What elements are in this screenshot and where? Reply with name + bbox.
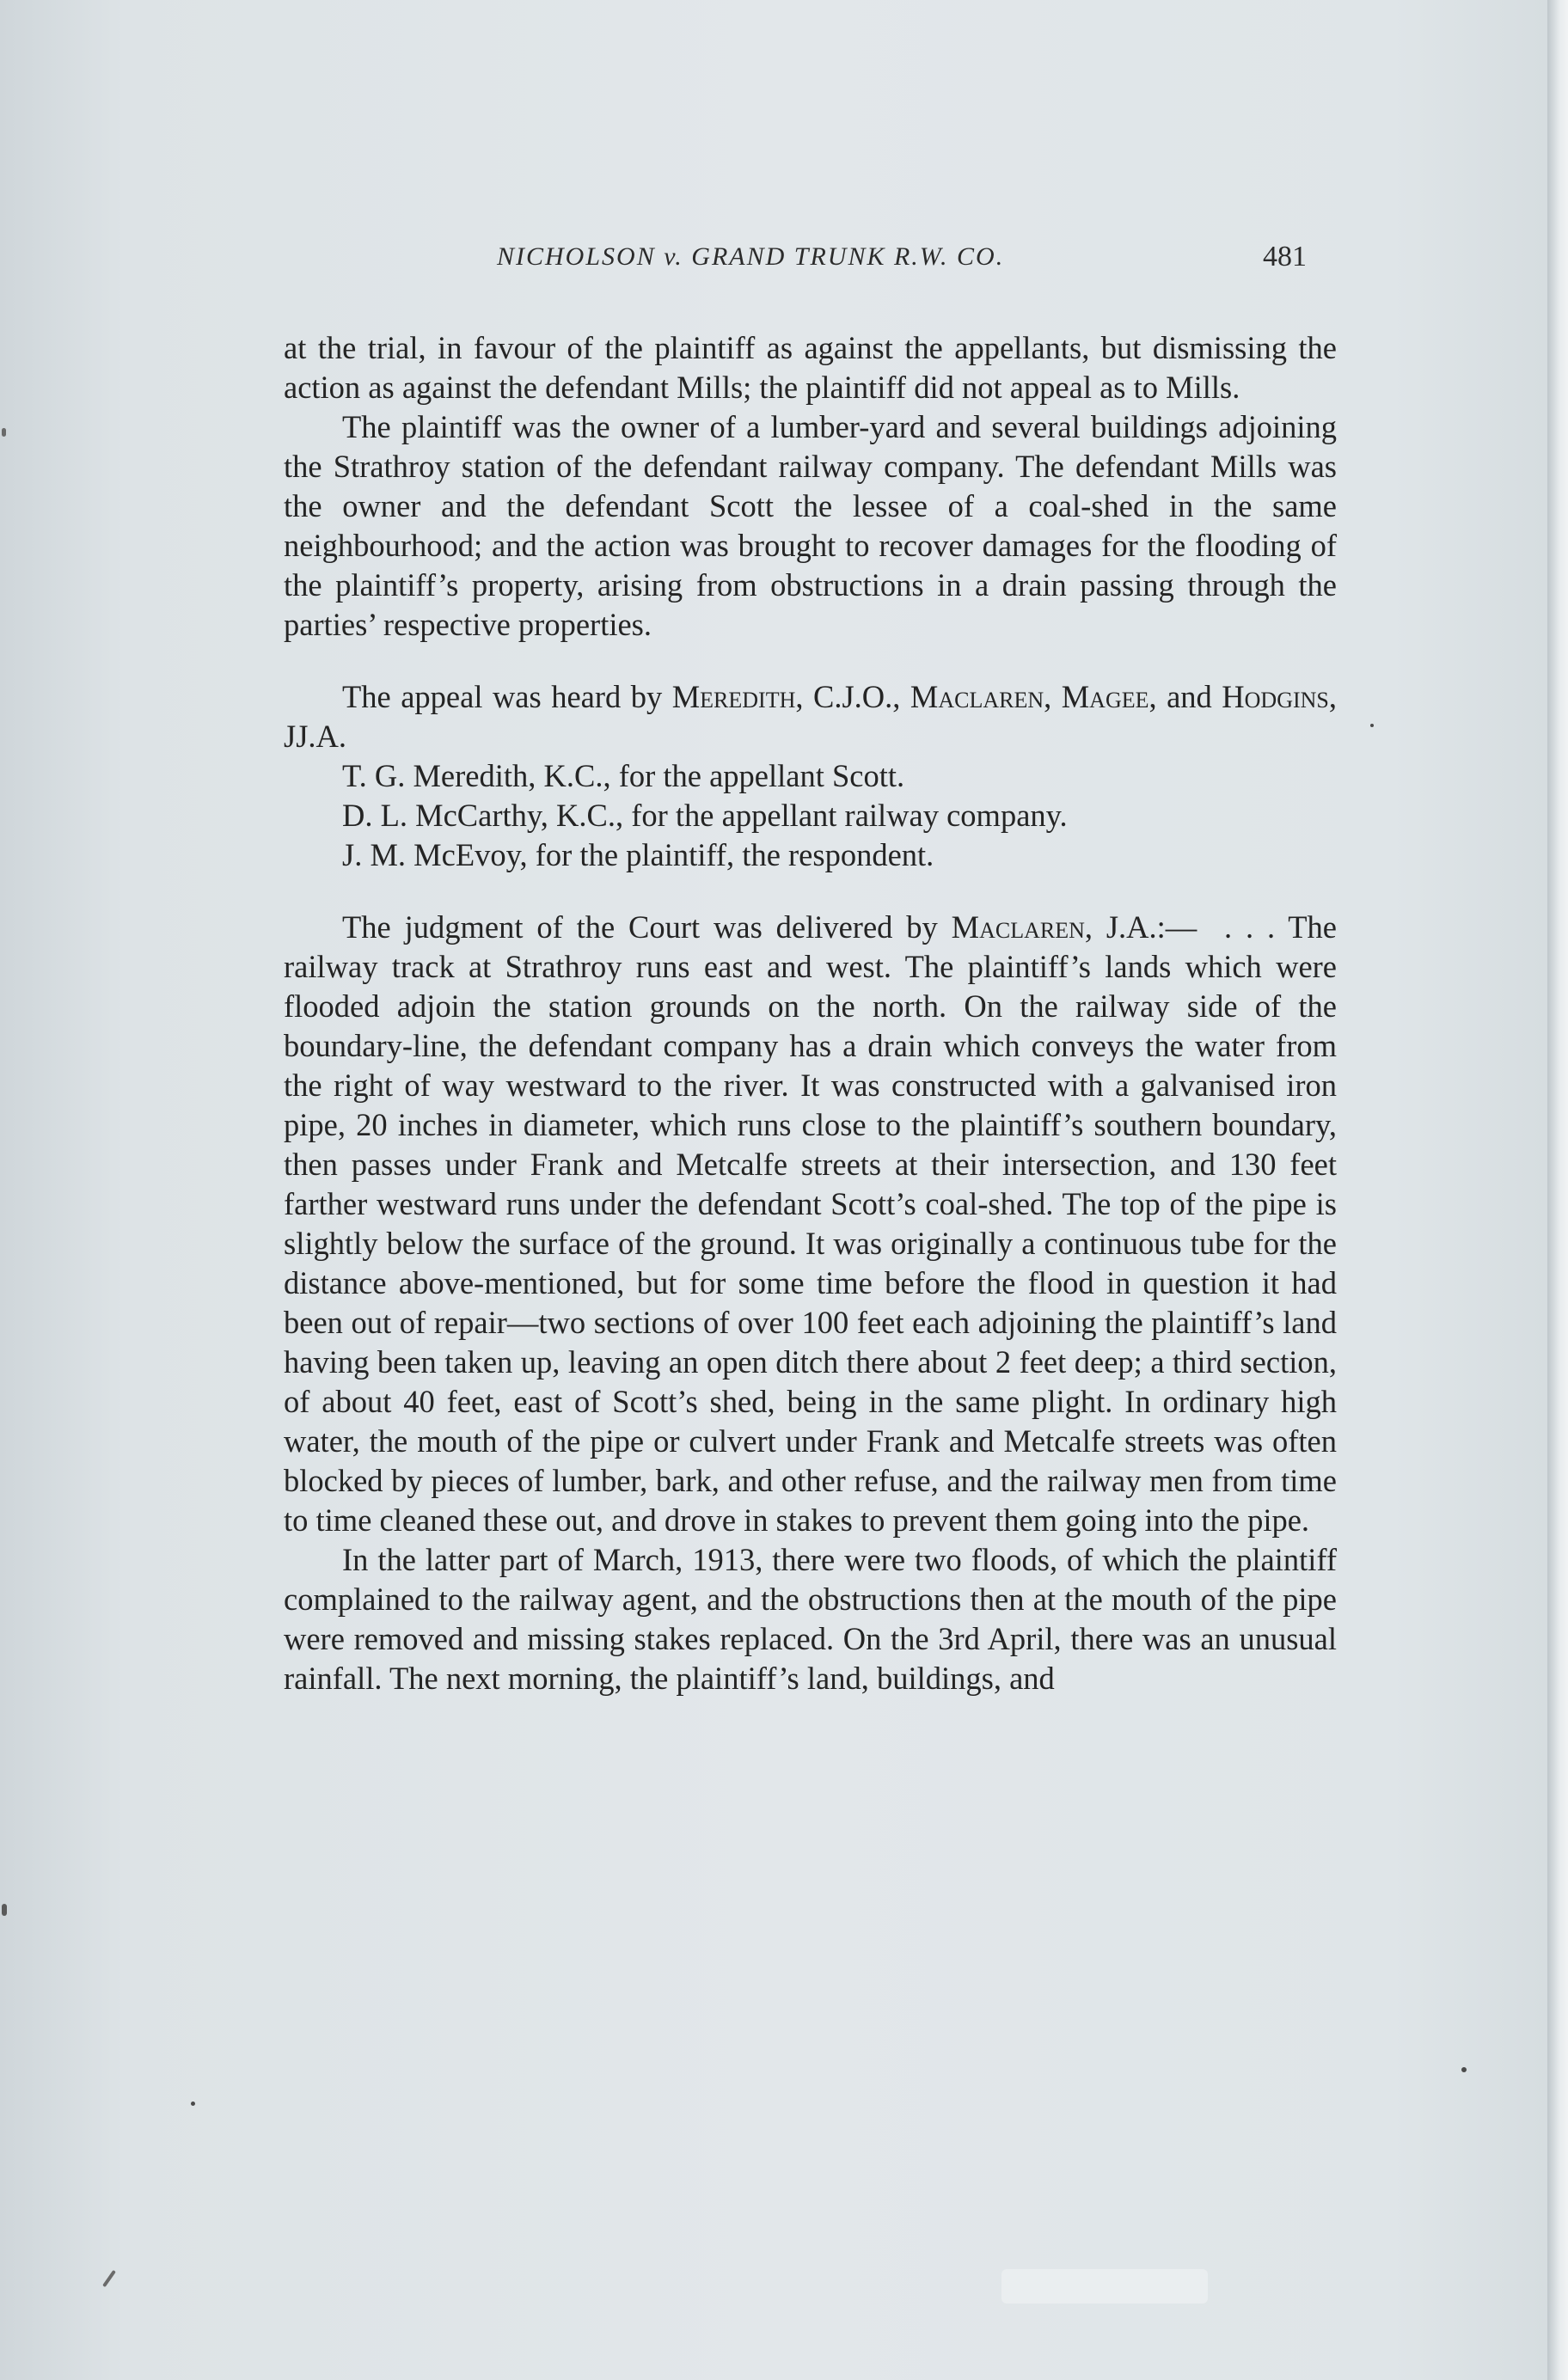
appeal-text-2: , <box>1044 679 1062 714</box>
judge-maclaren: Maclaren <box>910 679 1044 714</box>
paragraph-appeal-heard <box>284 677 1337 756</box>
judgment-text: , J.A.:— . . . The railway track at Strathroy runs east and west. The plaintiff’s lands which were flooded adjoin the station grounds on the north. On the railway side of the boundary-line, the defendant company has a drain which conveys the water from the right of way westward to the river. It was constructed with a galvanised iron pipe, 20 inches in diameter, which runs close to the plaintiff’s southern boundary, then passes under Frank and Metcalfe streets at their intersection, and 130 feet farther westward runs under the defendant Scott’s coal-shed. The top of the pipe is slightly below the surface of the ground. It was originally a continuous tube for the distance above-mentioned, but for some time before the flood in question it had been out of repair—two sections of over 100 feet each adjoining the plaintiff’s land having been taken up, leaving an open ditch there about 2 feet deep; a third section, of about 40 feet, east of Scott’s shed, being in the same plight. In ordinary high water, the mouth of the pipe or culvert under Frank and Metcalfe streets was often blocked by pieces of lumber, bark, and other refuse, and the railway men from time to time cleaned these out, and drove in stakes to prevent them going into the pipe. <box>284 909 1338 1538</box>
judgment-lead: The judgment of the Court was delivered by <box>342 909 952 945</box>
appeal-text-4: , JJ.A. <box>284 679 1338 754</box>
paper-blemish <box>1001 2269 1208 2304</box>
appeal-text-1: , C.J.O., <box>795 679 910 714</box>
appeal-text-3: , and <box>1148 679 1222 714</box>
counsel-line: D. L. McCarthy, K.C., for the appellant railway company. <box>342 798 1068 833</box>
appeal-lead: The appeal was heard by <box>342 679 672 714</box>
judge-magee: Magee <box>1061 679 1149 714</box>
pencil-mark <box>102 2270 116 2287</box>
judge-hodgins: Hodgins <box>1222 679 1329 714</box>
paragraph-facts: The plaintiff was the owner of a lumber-yard and several buildings adjoining the Strathroy station of the defendant railway company. The defendant Mills was the owner and the defendant Scott the lessee of a coal-shed in the same neighbourhood; and the action was brought to recover damages for the flooding of the plaintiff’s property, arising from obstructions in a drain passing through the parties’ respective properties. <box>284 409 1337 642</box>
margin-mark <box>2 428 6 437</box>
paragraph-floods: In the latter part of March, 1913, there were two floods, of which the plaintiff complained to the railway agent, and the obstructions then at the mouth of the pipe were removed and missing stakes replaced. On the 3rd April, there was an unusual rainfall. The next morning, the plaintiff’s land, buildings, and <box>284 1542 1337 1696</box>
judge-meredith: Meredith <box>671 679 796 714</box>
running-head <box>284 242 1307 285</box>
body-text <box>284 328 1337 1698</box>
ink-speck <box>1370 724 1374 727</box>
counsel-line: T. G. Meredith, K.C., for the appellant Scott. <box>342 758 905 793</box>
ink-speck <box>1461 2067 1467 2072</box>
counsel-line: J. M. McEvoy, for the plaintiff, the respondent. <box>342 837 934 872</box>
running-title: NICHOLSON v. GRAND TRUNK R.W. CO. <box>497 242 1005 271</box>
page-number: 481 <box>1263 241 1307 272</box>
paragraph-trial-continuation: at the trial, in favour of the plaintiff as against the appellants, but dismissing the action as against the defendant Mills; the plaintiff did not appeal as to Mills. <box>284 330 1337 405</box>
judge-maclaren-delivering: Maclaren <box>951 909 1085 945</box>
paragraph-judgment <box>284 908 1337 1540</box>
ink-speck <box>191 2102 195 2106</box>
margin-mark <box>2 1904 7 1916</box>
page-edge <box>1547 0 1568 2380</box>
